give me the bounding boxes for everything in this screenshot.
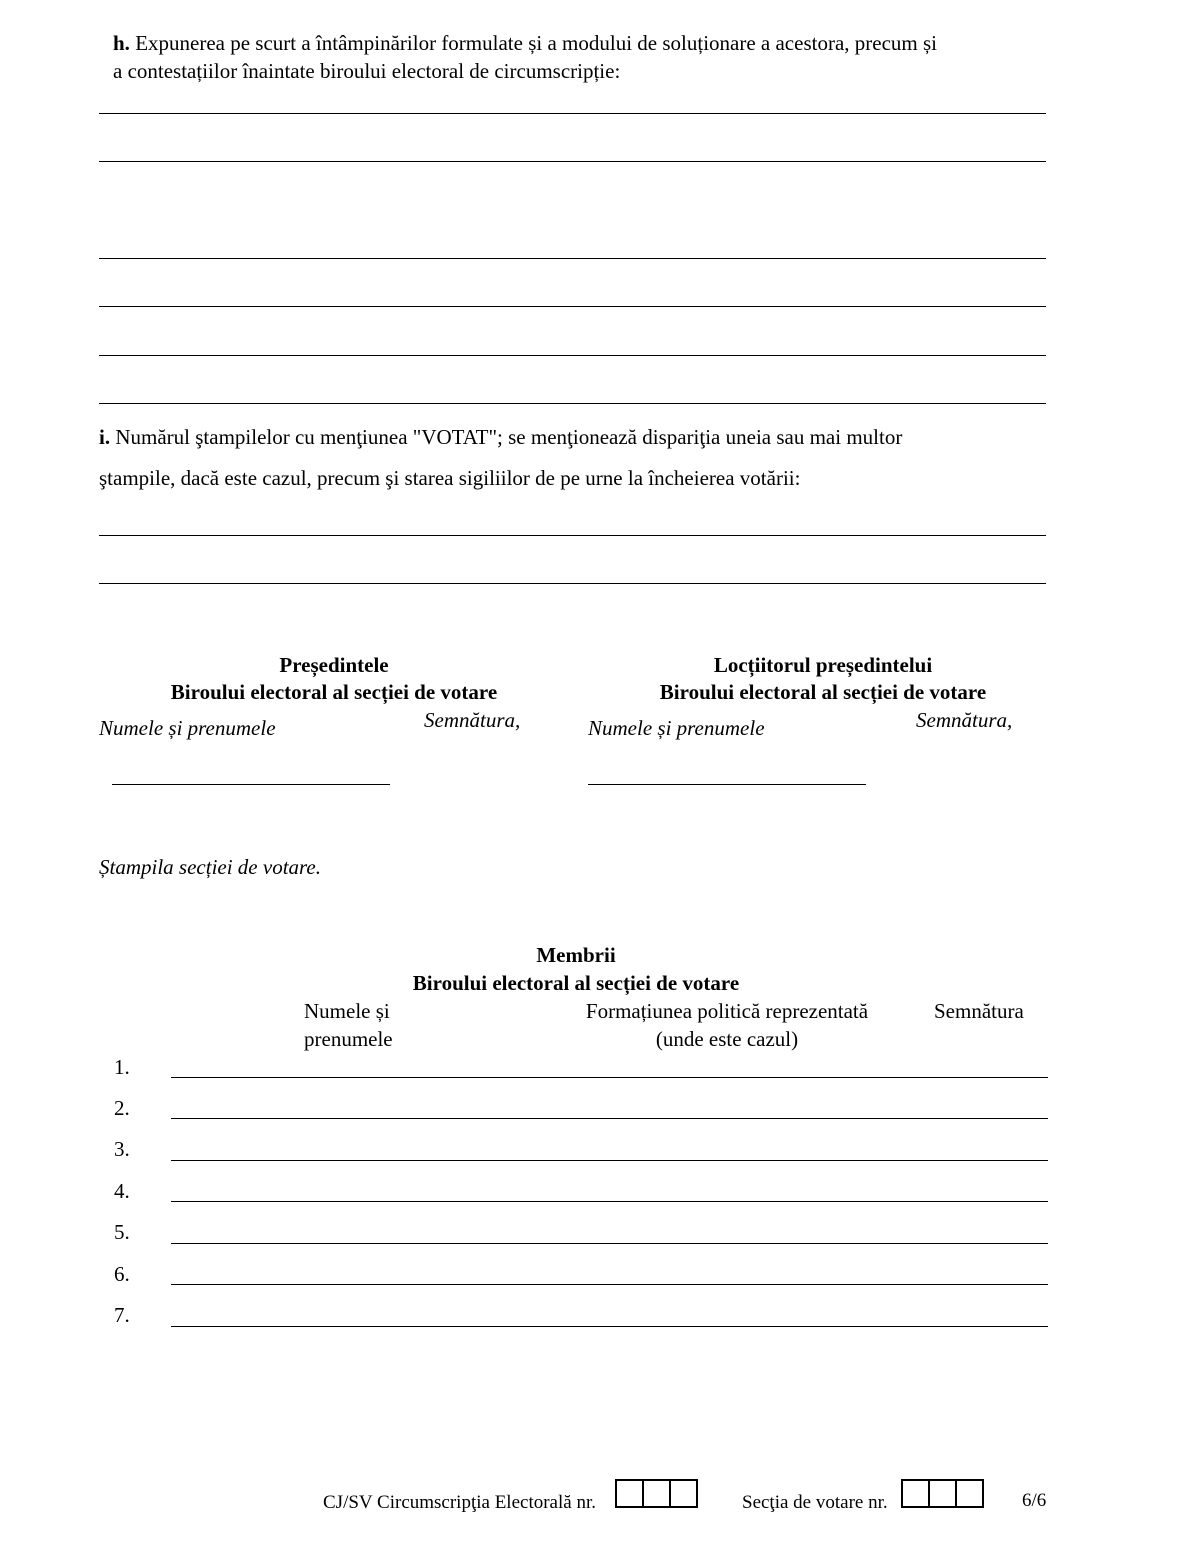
section-h-line2: a contestațiilor înaintate biroului electoral de circumscripție:: [113, 59, 621, 83]
section-h-text-1: Expunerea pe scurt a întâmpinărilor formulate și a modului de soluționare a acestora, precum și: [135, 31, 937, 55]
member-row-line[interactable]: [171, 1284, 1048, 1285]
member-row-line[interactable]: [171, 1326, 1048, 1327]
digit-box[interactable]: [642, 1479, 671, 1508]
page-number: 6/6: [1022, 1490, 1047, 1511]
members-subtitle: Biroului electoral al secției de votare: [412, 971, 740, 995]
president-signature-label: Semnătura,: [424, 708, 521, 732]
section-h-letter: h.: [113, 31, 130, 55]
answer-line-h-4[interactable]: [99, 306, 1046, 307]
member-row-number: 3.: [114, 1137, 130, 1161]
member-row-number: 4.: [114, 1179, 130, 1203]
member-row-line[interactable]: [171, 1077, 1048, 1078]
footer-section-label: Secţia de votare nr.: [742, 1492, 888, 1513]
members-col-signature: Semnătura: [934, 999, 1024, 1023]
digit-box[interactable]: [901, 1479, 930, 1508]
answer-line-h-2[interactable]: [99, 161, 1046, 162]
answer-line-h-5[interactable]: [99, 355, 1046, 356]
president-name-line[interactable]: [112, 784, 390, 785]
section-number-boxes[interactable]: [901, 1479, 982, 1508]
members-col-party-2: (unde este cazul): [655, 1027, 799, 1051]
answer-line-h-6[interactable]: [99, 403, 1046, 404]
member-row-line[interactable]: [171, 1243, 1048, 1244]
answer-line-i-1[interactable]: [99, 535, 1046, 536]
digit-box[interactable]: [955, 1479, 984, 1508]
answer-line-h-1[interactable]: [99, 113, 1046, 114]
digit-box[interactable]: [669, 1479, 698, 1508]
section-h-line1: [113, 30, 937, 56]
answer-line-h-3[interactable]: [99, 258, 1046, 259]
president-subtitle: Biroului electoral al secției de votare: [170, 680, 498, 704]
vice-president-signature-label: Semnătura,: [916, 708, 1013, 732]
vice-president-title: Locțiitorul președintelui: [713, 653, 933, 677]
section-i-line2: ştampile, dacă este cazul, precum şi starea sigiliilor de pe urne la încheierea votării:: [99, 466, 801, 490]
president-title: Președintele: [279, 653, 389, 677]
member-row-number: 7.: [114, 1303, 130, 1327]
digit-box[interactable]: [615, 1479, 644, 1508]
footer-circumscription-label: CJ/SV Circumscripţia Electorală nr.: [323, 1492, 596, 1513]
vice-president-name-label: Numele și prenumele: [588, 716, 765, 740]
section-i-text-1: Numărul ştampilelor cu menţiunea "VOTAT"; se menţionează dispariţia uneia sau mai multor: [115, 425, 903, 449]
president-name-label: Numele și prenumele: [99, 716, 276, 740]
member-row-line[interactable]: [171, 1118, 1048, 1119]
member-row-number: 2.: [114, 1096, 130, 1120]
members-title: Membrii: [536, 943, 616, 967]
members-col-party-1: Formațiunea politică reprezentată: [585, 999, 869, 1023]
vice-president-subtitle: Biroului electoral al secției de votare: [659, 680, 987, 704]
members-col-name-1: Numele și: [304, 999, 390, 1023]
member-row-number: 6.: [114, 1262, 130, 1286]
answer-line-i-2[interactable]: [99, 583, 1046, 584]
member-row-line[interactable]: [171, 1160, 1048, 1161]
section-i-line1: [99, 424, 902, 450]
vice-president-name-line[interactable]: [588, 784, 866, 785]
member-row-number: 1.: [114, 1055, 130, 1079]
digit-box[interactable]: [928, 1479, 957, 1508]
member-row-number: 5.: [114, 1220, 130, 1244]
section-i-letter: i.: [99, 425, 111, 449]
circumscription-number-boxes[interactable]: [615, 1479, 696, 1508]
stamp-label: Ștampila secției de votare.: [99, 855, 321, 879]
member-row-line[interactable]: [171, 1201, 1048, 1202]
members-col-name-2: prenumele: [304, 1027, 393, 1051]
